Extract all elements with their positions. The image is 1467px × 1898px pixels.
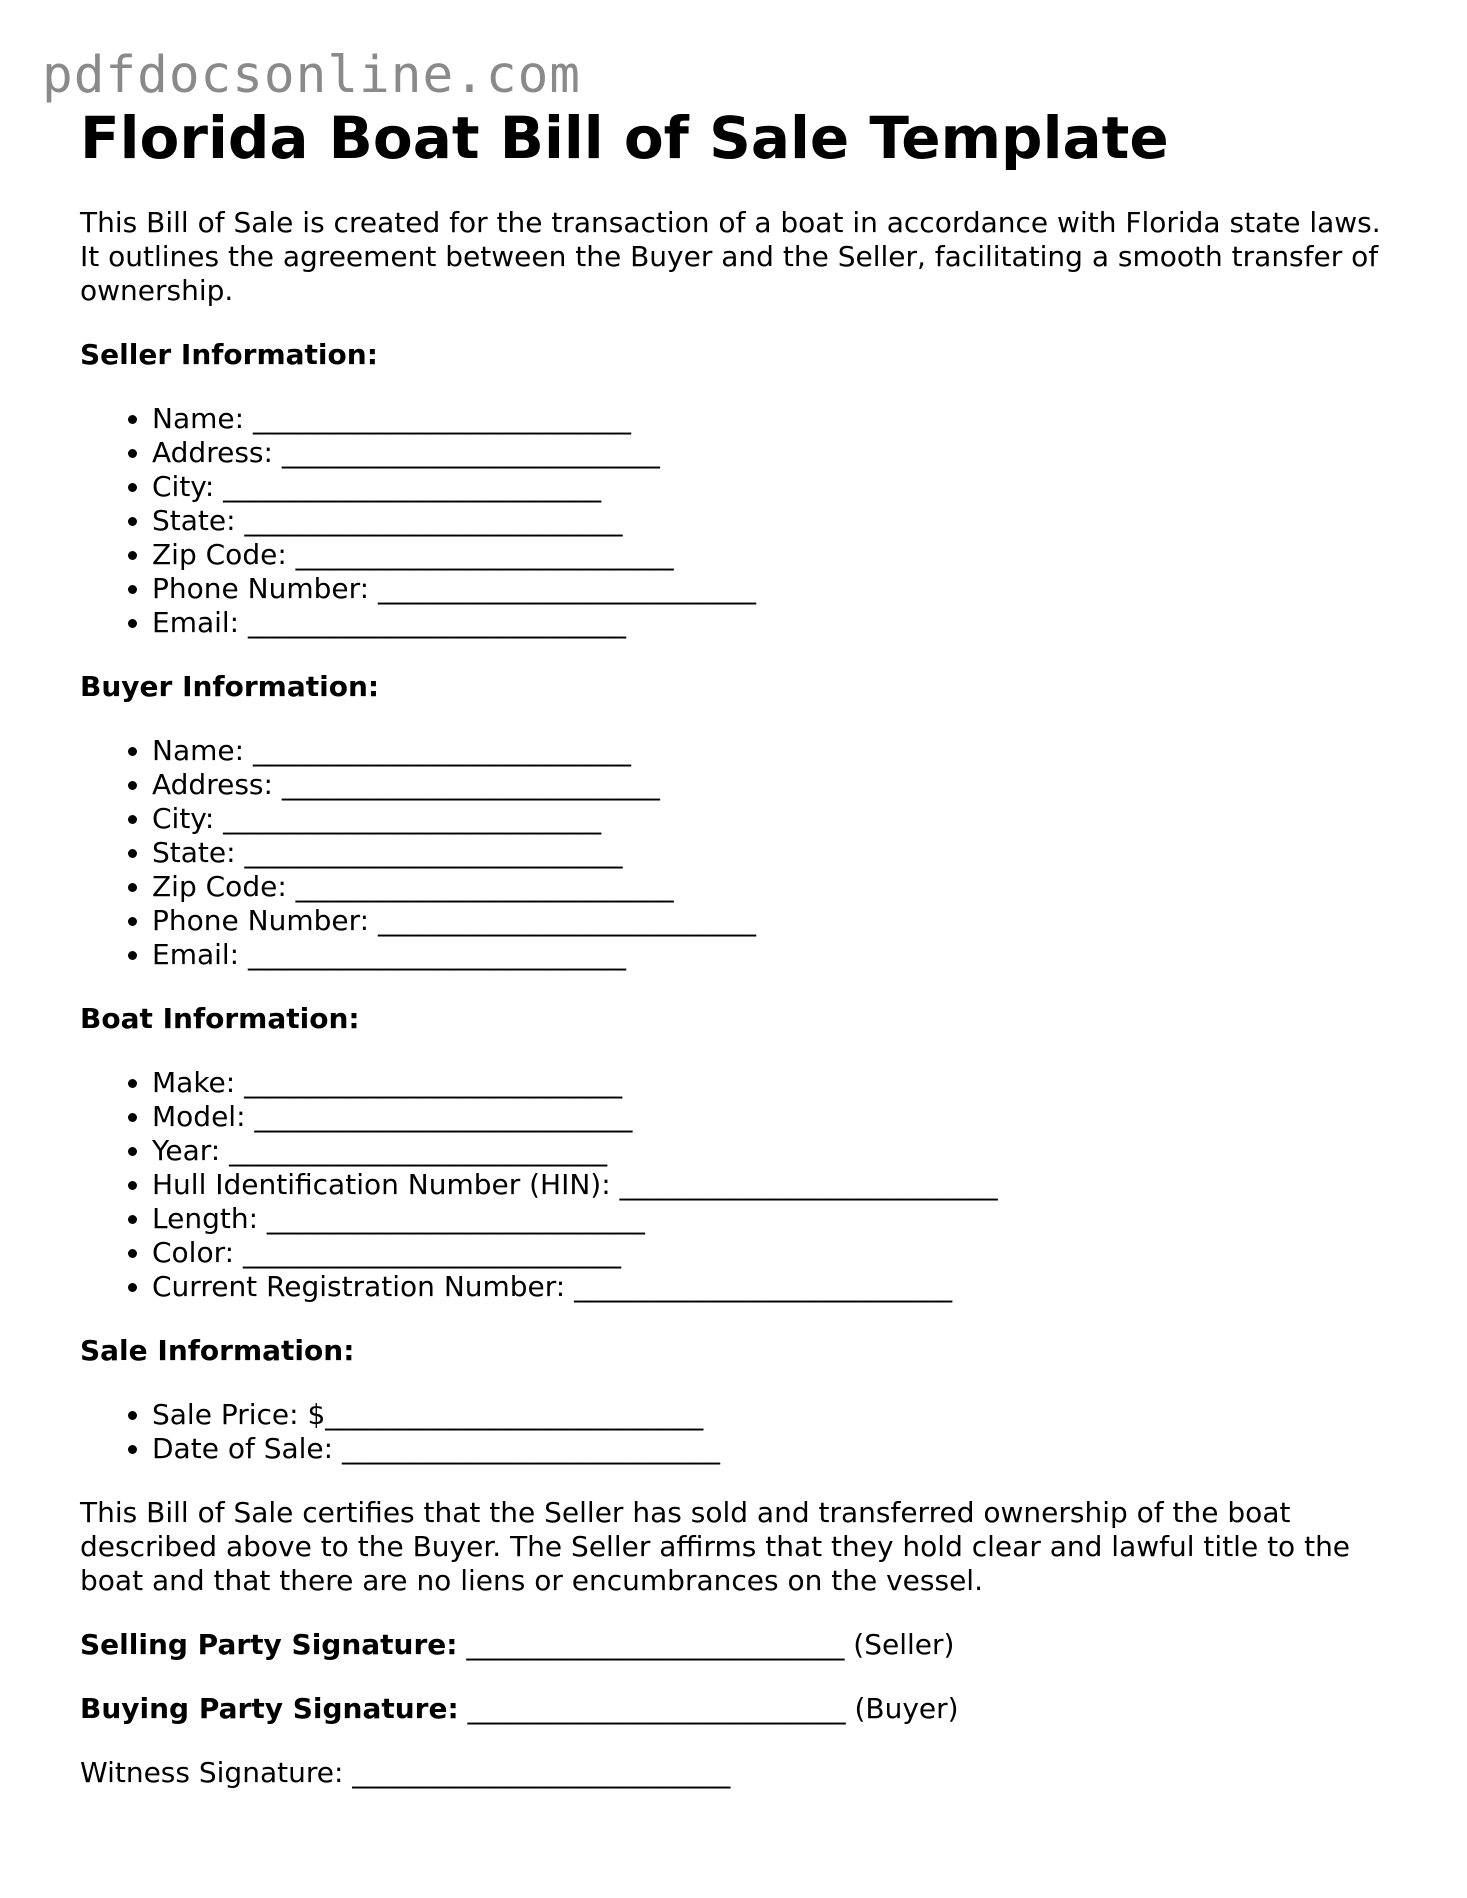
seller-section-heading: Seller Information: [80,338,378,371]
buyer-email-field[interactable]: • Email: ___________________________ [152,938,1400,972]
seller-state-field[interactable]: • State: ___________________________ [152,504,1400,538]
buyer-address-field[interactable]: • Address: ___________________________ [152,768,1400,802]
seller-zip-field[interactable]: • Zip Code: ___________________________ [152,538,1400,572]
watermark: pdfdocsonline.com [42,46,581,105]
buyer-signature-line[interactable]: ___________________________ [467,1692,846,1725]
buyer-signature-suffix: (Buyer) [854,1692,959,1725]
buyer-section-heading: Buyer Information: [80,670,380,703]
seller-address-field[interactable]: • Address: ___________________________ [152,436,1400,470]
seller-email-field[interactable]: • Email: ___________________________ [152,606,1400,640]
boat-year-field[interactable]: • Year: ___________________________ [152,1134,1400,1168]
buyer-state-field[interactable]: • State: ___________________________ [152,836,1400,870]
seller-signature-label: Selling Party Signature: [80,1628,458,1661]
boat-color-field[interactable]: • Color: ___________________________ [152,1236,1400,1270]
seller-phone-field[interactable]: • Phone Number: ___________________________ [152,572,1400,606]
seller-signature-row [80,1628,1400,1662]
buyer-name-field[interactable]: • Name: ___________________________ [152,734,1400,768]
buyer-signature-label: Buying Party Signature: [80,1692,459,1725]
seller-field-list [80,402,1400,640]
boat-make-field[interactable]: • Make: ___________________________ [152,1066,1400,1100]
buyer-field-list [80,734,1400,972]
sale-field-list [80,1398,1400,1466]
buyer-phone-field[interactable]: • Phone Number: ___________________________ [152,904,1400,938]
witness-signature-label: Witness Signature: [80,1756,344,1789]
sale-price-field[interactable]: • Sale Price: $___________________________ [152,1398,1400,1432]
seller-name-field[interactable]: • Name: ___________________________ [152,402,1400,436]
intro-paragraph: This Bill of Sale is created for the transaction of a boat in accordance with Florida state laws. It outlines the agreement between the Buyer and the Seller, facilitating a smooth transfer of ownership. [80,206,1381,307]
buyer-zip-field[interactable]: • Zip Code: ___________________________ [152,870,1400,904]
boat-length-field[interactable]: • Length: ___________________________ [152,1202,1400,1236]
boat-model-field[interactable]: • Model: ___________________________ [152,1100,1400,1134]
document-page [80,100,1400,1790]
witness-signature-row [80,1756,1400,1790]
sale-date-field[interactable]: • Date of Sale: ___________________________ [152,1432,1400,1466]
document-title: Florida Boat Bill of Sale Template [80,104,1169,172]
closing-paragraph: This Bill of Sale certifies that the Seller has sold and transferred ownership of the boat described above to the Buyer. The Seller affirms that they hold clear and lawful title to the boat and that there are no liens or encumbrances on the vessel. [80,1496,1351,1597]
boat-field-list [80,1066,1400,1304]
witness-signature-line[interactable]: ___________________________ [352,1756,731,1789]
buyer-city-field[interactable]: • City: ___________________________ [152,802,1400,836]
seller-signature-line[interactable]: ___________________________ [466,1628,845,1661]
sale-section-heading: Sale Information: [80,1334,355,1367]
boat-hin-field[interactable]: • Hull Identification Number (HIN): ___________________________ [152,1168,1400,1202]
seller-signature-suffix: (Seller) [853,1628,955,1661]
buyer-signature-row [80,1692,1400,1726]
seller-city-field[interactable]: • City: ___________________________ [152,470,1400,504]
boat-registration-field[interactable]: • Current Registration Number: ___________________________ [152,1270,1400,1304]
boat-section-heading: Boat Information: [80,1002,360,1035]
